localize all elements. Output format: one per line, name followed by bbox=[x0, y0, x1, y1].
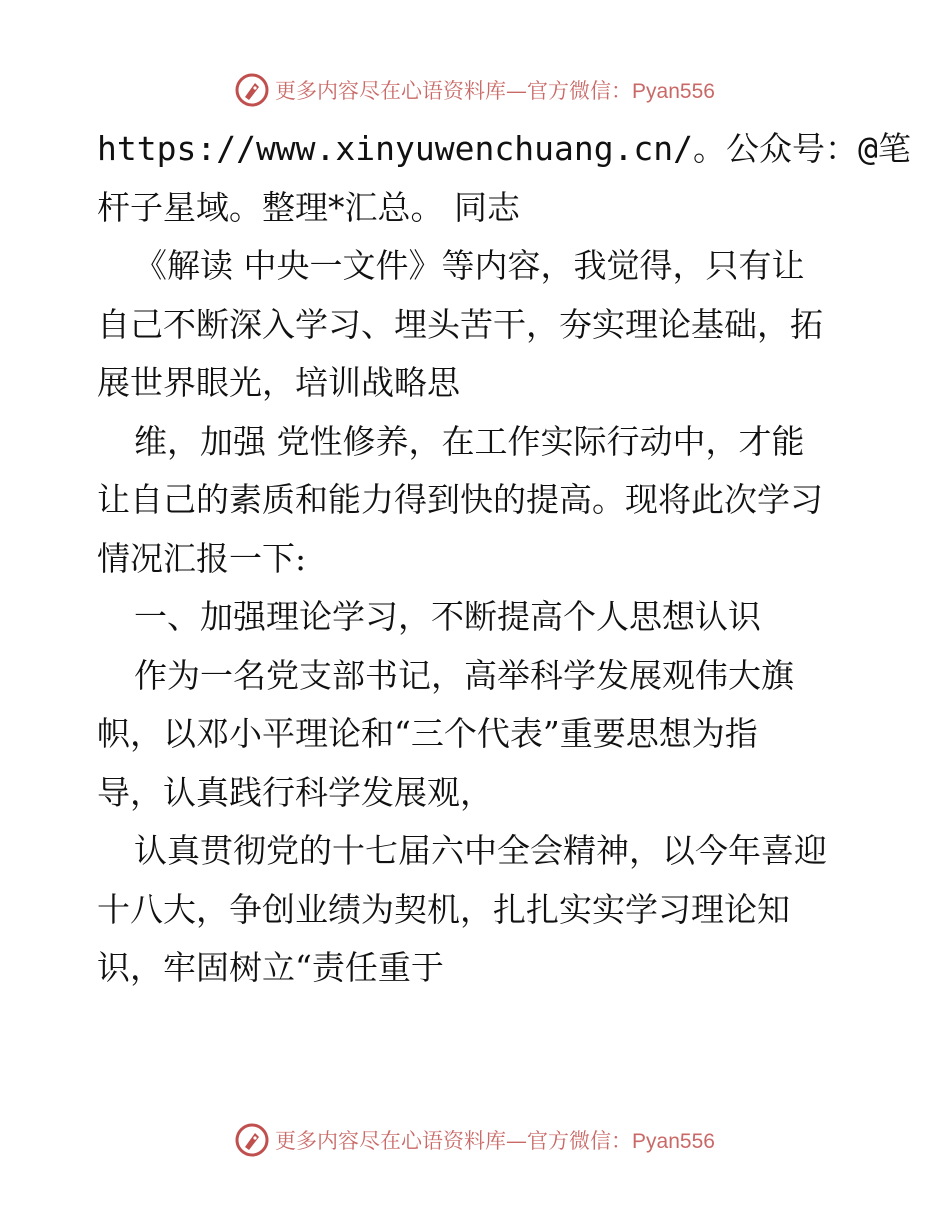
body-line: 杆子星域。整理*汇总。 同志 bbox=[97, 187, 520, 227]
body-line: 自己不断深入学习、埋头苦干，夯实理论基础，拓 bbox=[97, 304, 823, 344]
watermark-text: 更多内容尽在心语资料库—官方微信：Pyan556 bbox=[275, 1129, 715, 1153]
watermark-text: 更多内容尽在心语资料库—官方微信：Pyan556 bbox=[275, 79, 715, 103]
body-line: 十八大，争创业绩为契机，扎扎实实学习理论知 bbox=[97, 889, 790, 929]
body-line: 《解读 中央一文件》等内容，我觉得，只有让 bbox=[134, 246, 805, 285]
pen-nib-logo-icon bbox=[235, 1123, 269, 1157]
body-line: 帜，以邓小平理论和“三个代表”重要思想为指 bbox=[97, 714, 758, 753]
body-line: 认真贯彻党的十七届六中全会精神，以今年喜迎 bbox=[134, 831, 827, 870]
body-line: 导，认真践行科学发展观， bbox=[97, 772, 493, 812]
body-line: 让自己的素质和能力得到快的提高。现将此次学习 bbox=[97, 480, 823, 519]
header-watermark bbox=[0, 70, 950, 110]
footer-watermark bbox=[0, 1120, 950, 1160]
body-line: 情况汇报一下: bbox=[97, 538, 307, 578]
section-heading: 一、加强理论学习，不断提高个人思想认识 bbox=[134, 597, 761, 636]
body-line: https://www.xinyuwenchuang.cn/。公众号：@笔 bbox=[97, 129, 911, 168]
body-line: 展世界眼光，培训战略思 bbox=[97, 363, 460, 402]
body-line: 作为一名党支部书记，高举科学发展观伟大旗 bbox=[134, 655, 794, 695]
body-line: 识，牢固树立“责任重于 bbox=[97, 948, 444, 987]
body-line: 维，加强 党性修养，在工作实际行动中，才能 bbox=[134, 421, 805, 461]
pen-nib-logo-icon bbox=[235, 73, 269, 107]
document-body bbox=[97, 120, 911, 998]
